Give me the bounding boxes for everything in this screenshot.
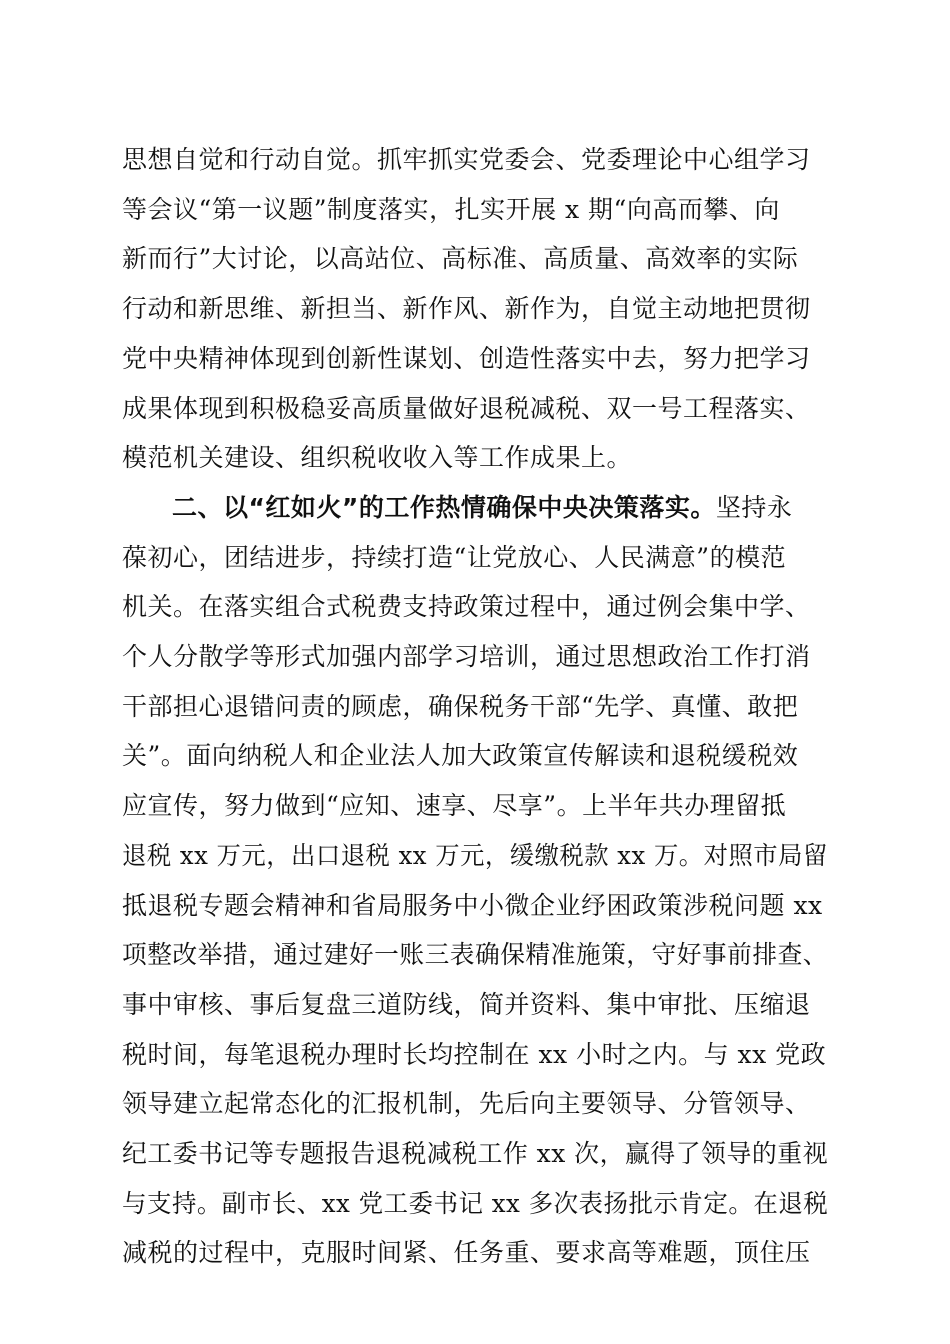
text-line-first [172, 488, 828, 528]
text-line: 退税 xx 万元，出口退税 xx 万元，缓缴税款 xx 万。对照市局留 [122, 841, 828, 870]
text-line: 关”。面向纳税人和企业法人加大政策宣传解读和退税缓税效 [122, 741, 799, 770]
text-line: 纪工委书记等专题报告退税减税工作 xx 次，赢得了领导的重视 [122, 1139, 829, 1168]
text-line: 成果体现到积极稳妥高质量做好退税减税、双一号工程落实、 [122, 394, 811, 423]
text-line: 减税的过程中，克服时间紧、任务重、要求高等难题，顶住压 [122, 1238, 811, 1267]
text-line: 项整改举措，通过建好一账三表确保精准施策，守好事前排查、 [122, 940, 829, 969]
text-line: 机关。在落实组合式税费支持政策过程中，通过例会集中学、 [122, 592, 811, 621]
text-line: 抵退税专题会精神和省局服务中小微企业纾困政策涉税问题 xx [122, 891, 823, 920]
text-line: 事中审核、事后复盘三道防线，简并资料、集中审批、压缩退 [122, 990, 811, 1019]
text-line: 行动和新思维、新担当、新作风、新作为，自觉主动地把贯彻 [122, 294, 811, 323]
text-line: 模范机关建设、组织税收收入等工作成果上。 [122, 443, 633, 472]
text-line: 干部担心退错问责的顾虑，确保税务干部“先学、真懂、敢把 [122, 692, 799, 721]
text-line: 葆初心，团结进步，持续打造“让党放心、人民满意”的模范 [122, 543, 787, 572]
text-line: 应宣传，努力做到“应知、速享、尽享”。上半年共办理留抵 [122, 791, 787, 820]
heading-continuation: 坚持永 [715, 493, 793, 522]
section-heading: 二、以“红如火”的工作热情确保中央决策落实。 [172, 493, 716, 522]
text-line: 思想自觉和行动自觉。抓牢抓实党委会、党委理论中心组学习 [122, 145, 811, 174]
text-line: 新而行”大讨论，以高站位、高标准、高质量、高效率的实际 [122, 244, 799, 273]
text-line: 与支持。副市长、xx 党工委书记 xx 多次表扬批示肯定。在退税 [122, 1189, 829, 1218]
text-line: 税时间，每笔退税办理时长均控制在 xx 小时之内。与 xx 党政 [122, 1040, 827, 1069]
text-line: 领导建立起常态化的汇报机制，先后向主要领导、分管领导、 [122, 1089, 811, 1118]
text-line: 个人分散学等形式加强内部学习培训，通过思想政治工作打消 [122, 642, 811, 671]
text-line: 党中央精神体现到创新性谋划、创造性落实中去，努力把学习 [122, 344, 811, 373]
text-line: 等会议“第一议题”制度落实，扎实开展 x 期“向高而攀、向 [122, 195, 780, 224]
